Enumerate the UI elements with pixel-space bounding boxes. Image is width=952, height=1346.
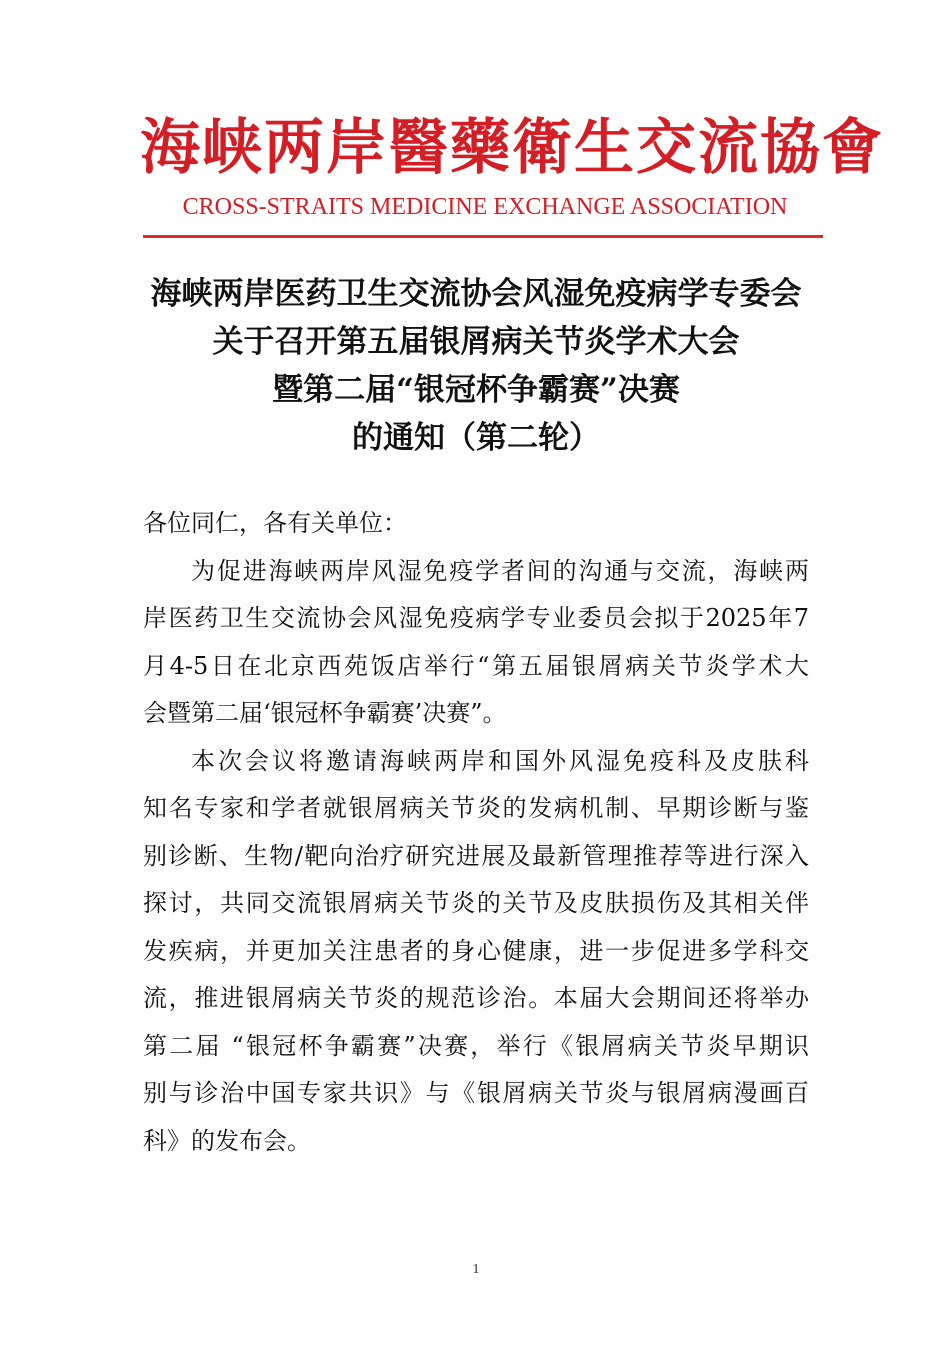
letterhead-chinese-name: 海峡两岸醫藥衛生交流協會 (140, 113, 884, 183)
paragraph-2-line-6: 流，推进银屑病关节炎的规范诊治。本届大会期间还将举办 (143, 984, 809, 1012)
notice-body (143, 500, 809, 1165)
letterhead-english-name: CROSS-STRAITS MEDICINE EXCHANGE ASSOCIATION (182, 194, 788, 220)
page-number: 1 (472, 1262, 480, 1277)
notice-title (100, 270, 852, 462)
paragraph-2-line-3: 别诊断、生物/靶向治疗研究进展及最新管理推荐等进行深入 (143, 841, 809, 870)
paragraph-1-line-4: 会暨第二届‘银冠杯争霸赛’决赛”。 (143, 699, 507, 727)
paragraph-1-line-3: 月4-5日在北京西苑饭店举行“第五届银屑病关节炎学术大 (143, 651, 809, 680)
paragraph-2-line-4: 探讨，共同交流银屑病关节炎的关节及皮肤损伤及其相关伴 (143, 889, 809, 917)
title-line-2: 关于召开第五届银屑病关节炎学术大会 (212, 324, 740, 360)
paragraph-1-line-1: 为促进海峡两岸风湿免疫学者间的沟通与交流，海峡两 (191, 556, 809, 585)
title-line-3: 暨第二届“银冠杯争霸赛”决赛 (272, 372, 680, 408)
paragraph-2-line-8: 别与诊治中国专家共识》与《银屑病关节炎与银屑病漫画百 (143, 1079, 809, 1107)
paragraph-2-line-1: 本次会议将邀请海峡两岸和国外风湿免疫科及皮肤科 (191, 746, 809, 775)
title-line-4: 的通知（第二轮） (352, 420, 600, 456)
paragraph-1-line-2: 岸医药卫生交流协会风湿免疫病学专业委员会拟于2025年7 (143, 604, 809, 632)
letterhead-divider (143, 235, 823, 238)
title-line-1: 海峡两岸医药卫生交流协会风湿免疫病学专委会 (150, 276, 802, 312)
paragraph-2-line-5: 发疾病，并更加关注患者的身心健康，进一步促进多学科交 (143, 936, 809, 965)
paragraph-2-line-2: 知名专家和学者就银屑病关节炎的发病机制、早期诊断与鉴 (143, 794, 809, 822)
paragraph-2-line-9: 科》的发布会。 (143, 1126, 311, 1155)
salutation: 各位同仁，各有关单位： (143, 509, 407, 537)
paragraph-2-line-7: 第二届 “银冠杯争霸赛”决赛，举行《银屑病关节炎早期识 (143, 1031, 809, 1060)
